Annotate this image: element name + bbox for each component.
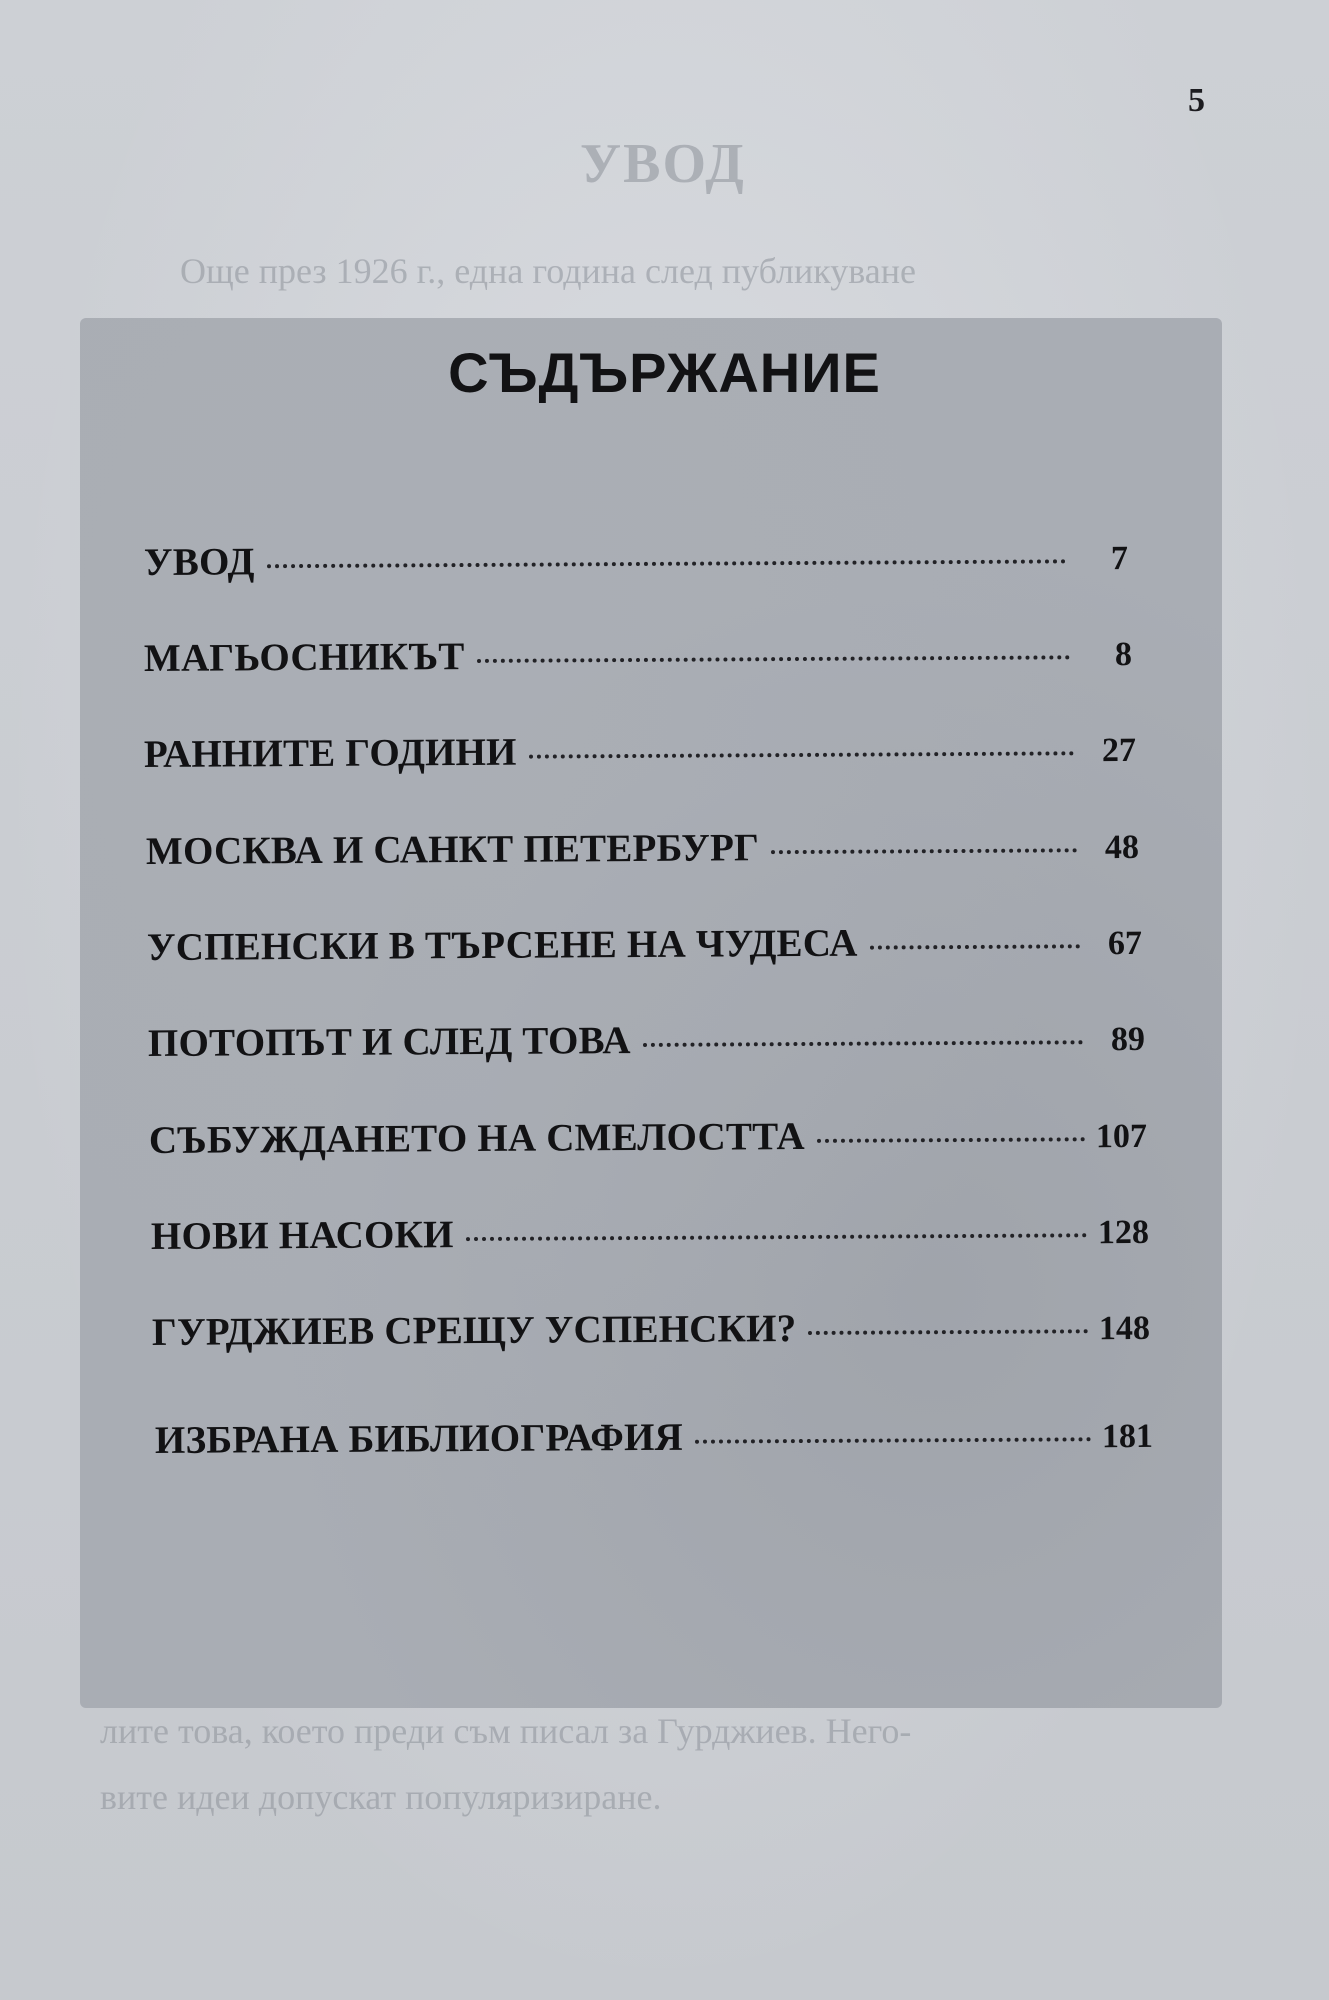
page-number: 5 — [1188, 82, 1205, 119]
toc-entry-title: РАННИТЕ ГОДИНИ — [143, 730, 517, 776]
toc-entry-title: СЪБУЖДАНЕТО НА СМЕЛОСТТА — [148, 1114, 805, 1162]
dot-leader — [643, 1040, 1083, 1047]
dot-leader — [817, 1137, 1085, 1143]
show-through-line: Още през 1926 г., една година след публикуване — [180, 251, 916, 291]
toc-entry-page: 7 — [1110, 539, 1129, 578]
show-through-line: вите идеи допускат популяризиране. — [100, 1777, 662, 1817]
toc-entry — [144, 630, 1132, 686]
toc-entry-title: УСПЕНСКИ В ТЪРСЕНЕ НА ЧУДЕСА — [146, 921, 858, 969]
toc-entry-title: УВОД — [143, 540, 255, 584]
dot-leader — [529, 751, 1074, 758]
toc-entry-page: 27 — [1101, 731, 1137, 770]
toc-entry-title: МАГЬОСНИКЪТ — [143, 635, 465, 680]
toc-entry-page: 67 — [1107, 924, 1143, 963]
toc-entry — [144, 534, 1128, 590]
toc-entry-page: 128 — [1097, 1213, 1150, 1252]
dot-leader — [771, 848, 1077, 854]
toc-entry — [147, 919, 1142, 975]
toc-entry-title: МОСКВА И САНКТ ПЕТЕРБУРГ — [145, 826, 760, 873]
dot-leader — [870, 944, 1080, 949]
toc-entry-page: 48 — [1104, 828, 1140, 867]
toc-entry — [149, 1112, 1147, 1168]
toc-entry — [146, 823, 1139, 879]
toc-entry — [151, 1208, 1149, 1264]
page-title: СЪДЪРЖАНИЕ — [448, 341, 881, 404]
show-through-line: лите това, което преди съм писал за Гурджиев. Него- — [100, 1711, 912, 1751]
toc-entry-title: ПОТОПЪТ И СЛЕД ТОВА — [147, 1019, 631, 1065]
toc-entry-title: НОВИ НАСОКИ — [150, 1213, 454, 1258]
dot-leader — [466, 1233, 1087, 1241]
dot-leader — [267, 559, 1066, 568]
toc-entry — [144, 726, 1136, 782]
toc-entry-title: ГУРДЖИЕВ СРЕЩУ УСПЕНСКИ? — [151, 1307, 797, 1354]
toc-entry-page: 8 — [1114, 635, 1133, 674]
dot-leader — [477, 655, 1070, 663]
dot-leader — [695, 1437, 1091, 1443]
toc-entry-page: 148 — [1098, 1309, 1151, 1348]
toc-entry-page: 107 — [1095, 1117, 1148, 1156]
dot-leader — [808, 1329, 1088, 1335]
toc-entry-page: 89 — [1110, 1020, 1146, 1059]
toc-entry — [148, 1015, 1145, 1071]
toc-entry — [155, 1412, 1153, 1468]
toc-entry — [152, 1304, 1150, 1360]
show-through-heading: УВОД — [580, 133, 746, 195]
toc-entry-page: 181 — [1101, 1417, 1154, 1456]
toc-entry-title: ИЗБРАНА БИБЛИОГРАФИЯ — [154, 1415, 684, 1462]
